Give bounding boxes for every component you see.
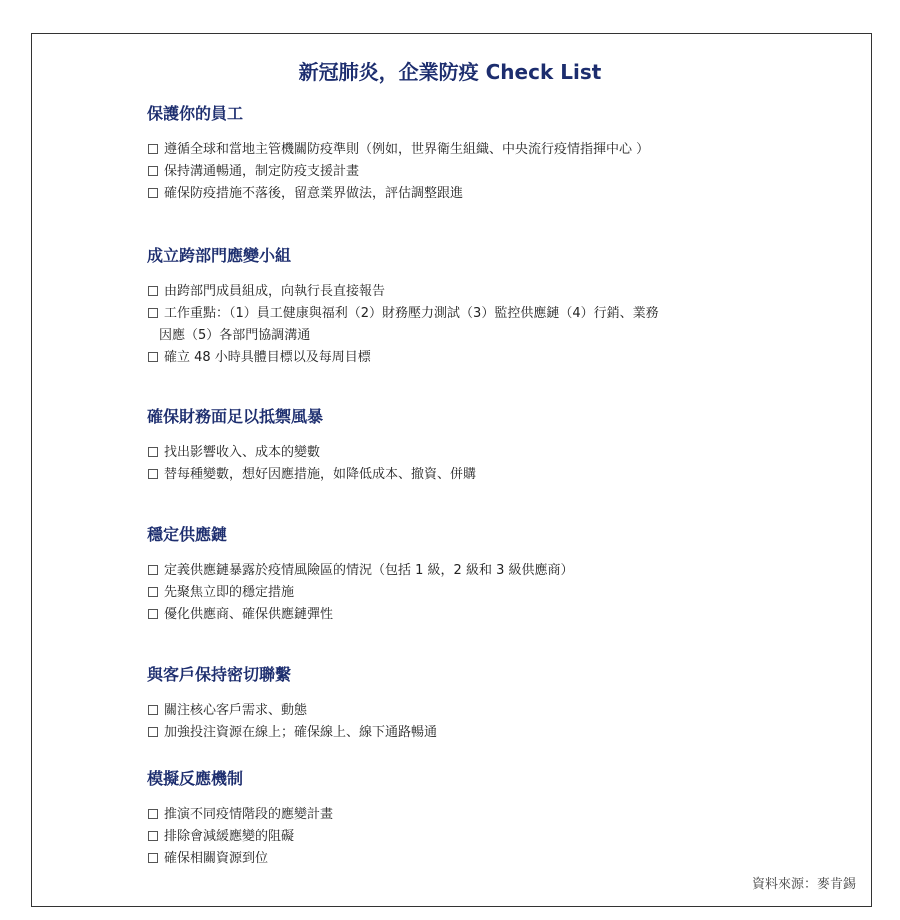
checklist-item: [147, 442, 767, 464]
checklist-item: [147, 848, 767, 870]
checklist-item-text: 保持溝通暢通，制定防疫支援計畫: [164, 164, 360, 179]
checkbox[interactable]: [148, 447, 158, 457]
checkbox[interactable]: [148, 352, 158, 362]
checklist-item-text: 優化供應商、確保供應鏈彈性: [164, 607, 334, 622]
checklist: [147, 139, 767, 205]
checkbox[interactable]: [148, 853, 158, 863]
page-title: 新冠肺炎，企業防疫 Check List: [298, 60, 602, 84]
section-simulation: [147, 768, 767, 870]
checklist-item-text-line1: 工作重點：（1）員工健康與福利（2）財務壓力測試（3）監控供應鏈（4）行銷、業務: [164, 306, 659, 321]
checklist-item: [147, 804, 767, 826]
section-supply-chain: [147, 524, 767, 626]
section-response-team: [147, 245, 767, 369]
checklist-item: [147, 303, 767, 347]
checkbox[interactable]: [148, 831, 158, 841]
checkbox[interactable]: [148, 308, 158, 318]
checklist-item-text: 由跨部門成員組成，向執行長直接報告: [164, 284, 386, 299]
checklist-item: [147, 464, 767, 486]
checklist-item-text: 確保防疫措施不落後，留意業界做法，評估調整跟進: [164, 186, 464, 201]
checklist-item: [147, 139, 767, 161]
section-heading: 穩定供應鏈: [147, 525, 228, 544]
checklist: [147, 442, 767, 486]
checklist-item: [147, 347, 767, 369]
checklist-item: [147, 183, 767, 205]
checkbox[interactable]: [148, 809, 158, 819]
checklist: [147, 560, 767, 626]
checklist-item: [147, 281, 767, 303]
checklist-item-text: [159, 303, 767, 347]
checklist: [147, 281, 767, 369]
section-financial: [147, 406, 767, 486]
checklist-item-text: 確立 48 小時具體目標以及每周目標: [164, 350, 371, 365]
checkbox[interactable]: [148, 188, 158, 198]
checklist-item-text: 確保相關資源到位: [164, 851, 269, 866]
section-heading: 模擬反應機制: [147, 769, 244, 788]
checklist-item-text: 定義供應鏈暴露於疫情風險區的情況（包括 1 級，2 級和 3 級供應商）: [164, 563, 574, 578]
section-heading: 確保財務面足以抵禦風暴: [147, 407, 324, 426]
checklist-item: [147, 560, 767, 582]
checkbox[interactable]: [148, 727, 158, 737]
checklist-item: [147, 582, 767, 604]
checkbox[interactable]: [148, 587, 158, 597]
checklist-item-text: 替每種變數，想好因應措施，如降低成本、撤資、併購: [164, 467, 477, 482]
checklist-item: [147, 722, 767, 744]
section-heading: 與客戶保持密切聯繫: [147, 665, 292, 684]
section-heading: 保護你的員工: [147, 104, 244, 123]
source-credit: 資料來源：麥肯錫: [751, 877, 856, 892]
section-customers: [147, 664, 767, 744]
checkbox[interactable]: [148, 705, 158, 715]
checklist-item: [147, 604, 767, 626]
checkbox[interactable]: [148, 609, 158, 619]
checklist-item-text: 遵循全球和當地主管機關防疫準則（例如，世界衛生組織、中央流行疫情指揮中心 ）: [164, 142, 650, 157]
checklist: [147, 700, 767, 744]
section-protect-employees: [147, 103, 767, 205]
checklist-item: [147, 161, 767, 183]
checkbox[interactable]: [148, 286, 158, 296]
checklist-item: [147, 826, 767, 848]
checkbox[interactable]: [148, 469, 158, 479]
checklist-item-text: 排除會減緩應變的阻礙: [164, 829, 295, 844]
checklist: [147, 804, 767, 870]
checklist-item-text-line2: 因應（5）各部門協調溝通: [159, 328, 311, 343]
checklist-item-text: 找出影響收入、成本的變數: [164, 445, 321, 460]
checklist-item-text: 加強投注資源在線上；確保線上、線下通路暢通: [164, 725, 438, 740]
checkbox[interactable]: [148, 144, 158, 154]
checklist-item: [147, 700, 767, 722]
checkbox[interactable]: [148, 166, 158, 176]
checkbox[interactable]: [148, 565, 158, 575]
checklist-item-text: 推演不同疫情階段的應變計畫: [164, 807, 334, 822]
checklist-item-text: 關注核心客戶需求、動態: [164, 703, 308, 718]
section-heading: 成立跨部門應變小組: [147, 246, 292, 265]
checklist-item-text: 先聚焦立即的穩定措施: [164, 585, 295, 600]
